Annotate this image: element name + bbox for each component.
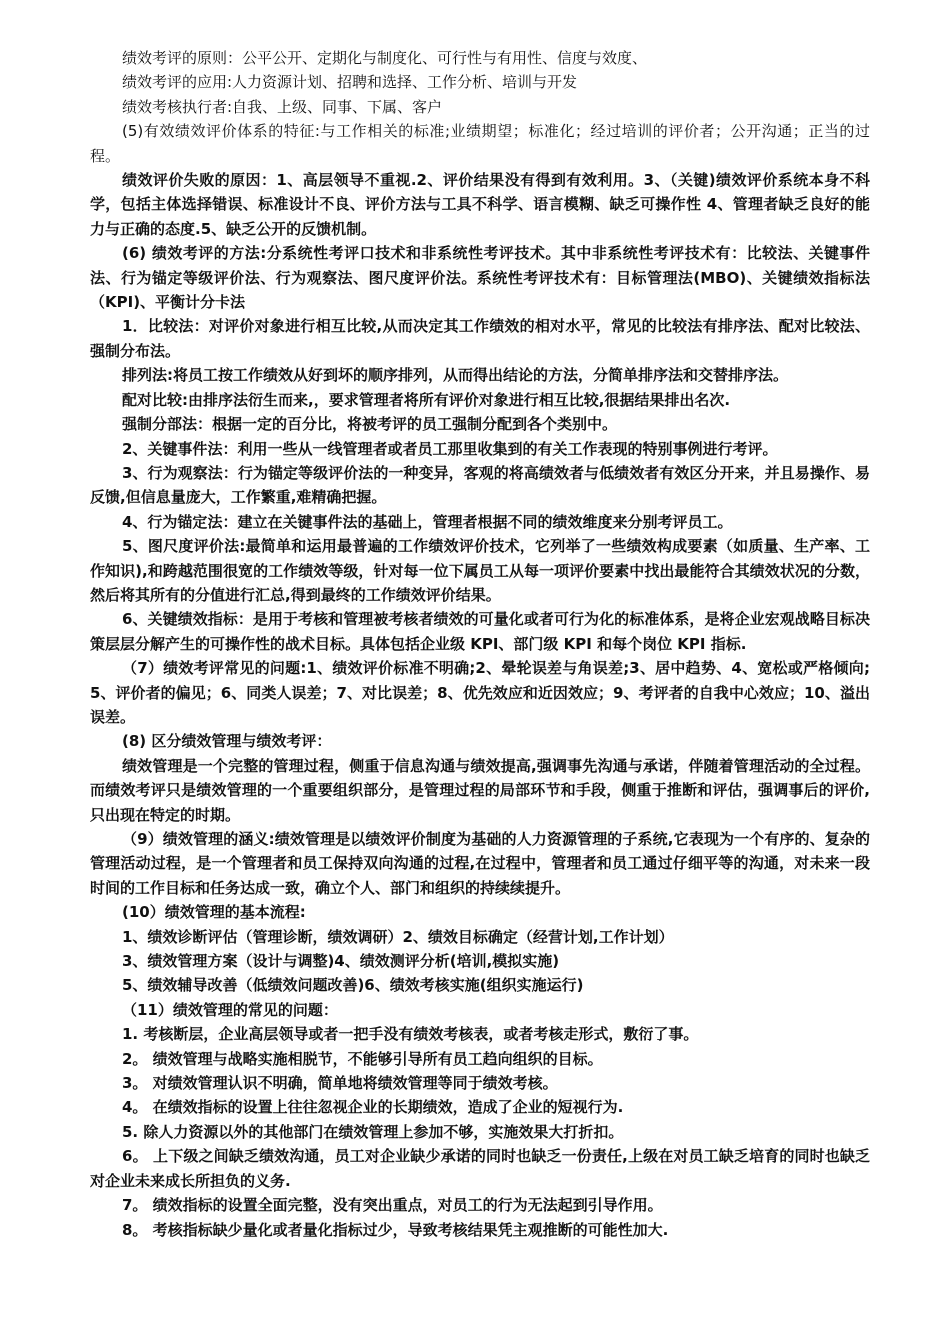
paragraph: (10）绩效管理的基本流程: (122, 903, 306, 922)
paragraph: 4、行为锚定法：建立在关键事件法的基础上，管理者根据不同的绩效维度来分别考评员工。 (122, 512, 733, 531)
paragraph: 3、行为观察法：行为锚定等级评价法的一种变异，客观的将高绩效者与低绩效者有效区分开来，并且易操作、易反馈,但信息量庞大，工作繁重,难精确把握。 (90, 463, 870, 507)
paragraph: 1．比较法：对评价对象进行相互比较,从而决定其工作绩效的相对水平，常见的比较法有排序法、配对比较法、强制分布法。 (90, 317, 870, 360)
paragraph: 绩效考评的原则：公平公开、定期化与制度化、可行性与有用性、信度与效度、 (122, 49, 648, 67)
paragraph: 4。 在绩效指标的设置上往往忽视企业的长期绩效，造成了企业的短视行为. (122, 1098, 624, 1117)
paragraph: 2。 绩效管理与战略实施相脱节，不能够引导所有员工趋向组织的目标。 (122, 1049, 603, 1068)
paragraph: （9）绩效管理的涵义:绩效管理是以绩效评价制度为基础的人力资源管理的子系统,它表现为一个有序的、复杂的管理活动过程，是一个管理者和员工保持双向沟通的过程,在过程中，管理者和员工通过仔细平等的沟通，对未来一段时间的工作目标和任务达成一致，确立个人、部门和组织的持续续提升。 (90, 830, 870, 897)
paragraph: 绩效评价失败的原因：1、高层领导不重视.2、评价结果没有得到有效利用。3、（关键)绩效评价系统本身不科学，包括主体选择错误、标准设计不良、评价方法与工具不科学、语言模糊、缺乏可操作性 4、管理者缺乏良好的能力与正确的态度.5、缺乏公开的反馈机制。 (90, 171, 870, 238)
paragraph: 5、绩效辅导改善（低绩效问题改善)6、绩效考核实施(组织实施运行) (122, 976, 584, 995)
paragraph: 强制分部法：根据一定的百分比，将被考评的员工强制分配到各个类别中。 (122, 415, 618, 434)
paragraph: 排列法:将员工按工作绩效从好到坏的顺序排列，从而得出结论的方法，分简单排序法和交替排序法。 (122, 366, 789, 385)
paragraph: 2、关键事件法：利用一些从一线管理者或者员工那里收集到的有关工作表现的特别事例进行考评。 (122, 439, 778, 458)
paragraph: （7）绩效考评常见的问题:1、绩效评价标准不明确;2、晕轮误差与角误差;3、居中趋势、4、宽松或严格倾向;5、评价者的偏见；6、同类人误差；7、对比误差；8、优先效应和近因效应；9、考评者的自我中心效应；10、溢出误差。 (90, 659, 870, 726)
paragraph: 8。 考核指标缺少量化或者量化指标过少，导致考核结果凭主观推断的可能性加大. (122, 1220, 669, 1239)
paragraph: 6。 上下级之间缺乏绩效沟通，员工对企业缺少承诺的同时也缺乏一份责任,上级在对员工缺乏培育的同时也缺乏对企业未来成长所担负的义务. (90, 1147, 870, 1190)
paragraph: (8) 区分绩效管理与绩效考评： (122, 732, 332, 751)
paragraph: 绩效考评的应用:人力资源计划、招聘和选择、工作分析、培训与开发 (122, 73, 578, 92)
document-body (90, 46, 870, 1242)
paragraph: 绩效考核执行者:自我、上级、同事、下属、客户 (122, 97, 443, 116)
paragraph: 3、绩效管理方案（设计与调整)4、绩效测评分析(培训,模拟实施) (122, 952, 560, 971)
paragraph: (5)有效绩效评价体系的特征:与工作相关的标准;业绩期望；标准化；经过培训的评价者；公开沟通；正当的过程。 (90, 122, 870, 165)
paragraph: 绩效管理是一个完整的管理过程，侧重于信息沟通与绩效提高,强调事先沟通与承诺，伴随着管理活动的全过程。而绩效考评只是绩效管理的一个重要组织部分，是管理过程的局部环节和手段，侧重于推断和评估，强调事后的评价,只出现在特定的时期。 (90, 756, 870, 824)
paragraph: (6) 绩效考评的方法:分系统性考评口技术和非系统性考评技术。其中非系统性考评技术有：比较法、关键事件法、行为锚定等级评价法、行为观察法、图尺度评价法。系统性考评技术有：目标管理法(MBO)、关键绩效指标法（KPI)、平衡计分卡法 (90, 244, 870, 312)
paragraph: 5、图尺度评价法:最简单和运用最普遍的工作绩效评价技术，它列举了一些绩效构成要素（如质量、生产率、工作知识),和跨越范围很宽的工作绩效等级，针对每一位下属员工从每一项评价要素中找出最能符合其绩效状况的分数，然后将其所有的分值进行汇总,得到最终的工作绩效评价结果。 (90, 537, 870, 604)
paragraph: （11）绩效管理的常见的问题： (122, 1000, 338, 1019)
paragraph: 1、绩效诊断评估（管理诊断，绩效调研）2、绩效目标确定（经营计划,工作计划） (122, 927, 674, 946)
paragraph: 配对比较:由排序法衍生而来,，要求管理者将所有评价对象进行相互比较,很据结果排出名次. (122, 390, 731, 409)
paragraph: 3。 对绩效管理认识不明确，简单地将绩效管理等同于绩效考核。 (122, 1074, 558, 1093)
paragraph: 7。 绩效指标的设置全面完整，没有突出重点，对员工的行为无法起到引导作用。 (122, 1196, 663, 1215)
paragraph: 1. 考核断层，企业高层领导或者一把手没有绩效考核表，或者考核走形式，敷衍了事。 (122, 1025, 699, 1044)
paragraph: 6、关键绩效指标：是用于考核和管理被考核者绩效的可量化或者可行为化的标准体系，是将企业宏观战略目标决策层层分解产生的可操作性的战术目标。具体包括企业级 KPI、部门级 KPI 和每个岗位 KPI 指标. (90, 610, 870, 653)
paragraph: 5. 除人力资源以外的其他部门在绩效管理上参加不够，实施效果大打折扣。 (122, 1122, 624, 1141)
